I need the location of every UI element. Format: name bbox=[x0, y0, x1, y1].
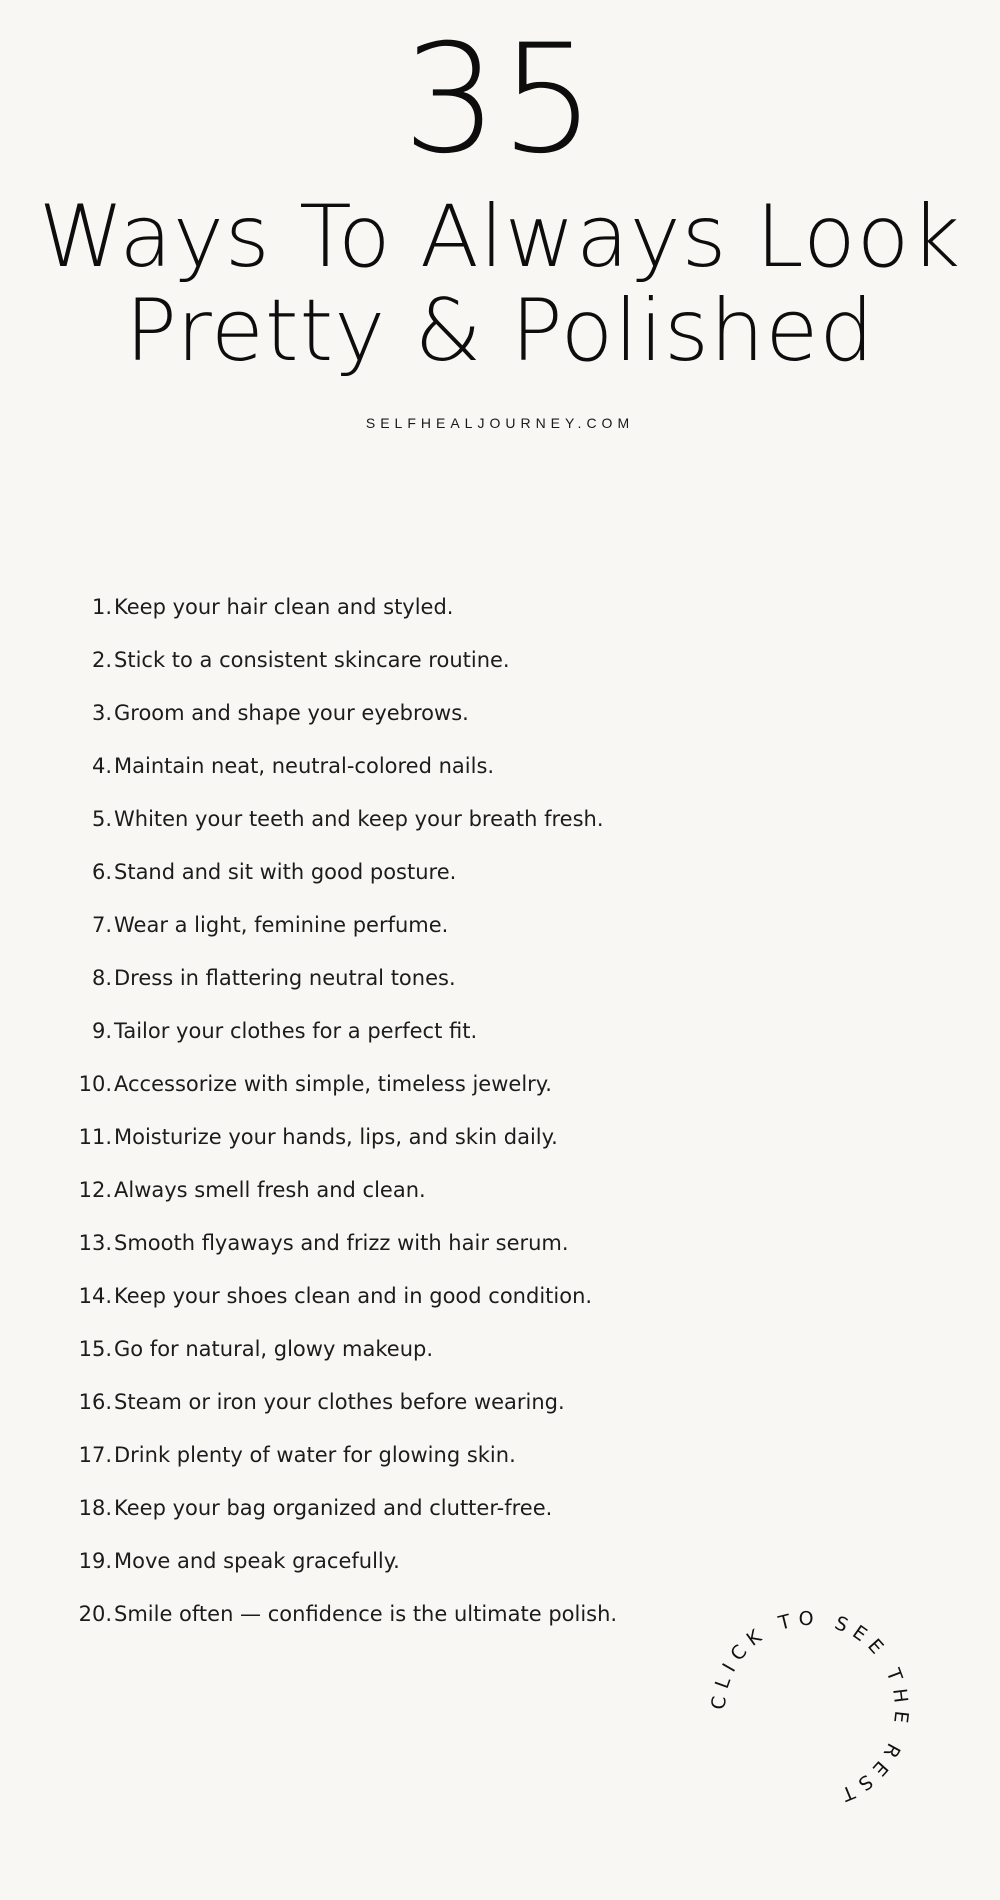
list-item-number: 1. bbox=[91, 594, 112, 619]
list-item-text: Tailor your clothes for a perfect fit. bbox=[114, 1018, 478, 1043]
list-item bbox=[60, 1375, 760, 1428]
list-item-text: Always smell fresh and clean. bbox=[114, 1177, 426, 1202]
list-item-text: Go for natural, glowy makeup. bbox=[114, 1336, 434, 1361]
list-item bbox=[60, 1481, 760, 1534]
cta-textpath: CLICK TO SEE THE REST bbox=[707, 1607, 913, 1808]
list-item-number: 9. bbox=[91, 1018, 112, 1043]
page-title bbox=[0, 187, 1000, 381]
list-item-number: 7. bbox=[91, 912, 112, 937]
list-item-text: Stick to a consistent skincare routine. bbox=[114, 647, 510, 672]
list-item-text: Keep your shoes clean and in good condition. bbox=[114, 1283, 593, 1308]
list-item-number: 5. bbox=[91, 806, 112, 831]
list-item-number: 8. bbox=[91, 965, 112, 990]
list-item-text: Smile often — confidence is the ultimate polish. bbox=[114, 1601, 618, 1626]
list-item bbox=[60, 1534, 760, 1587]
list-item bbox=[60, 1428, 760, 1481]
tips-list bbox=[60, 580, 760, 1640]
list-item-text: Steam or iron your clothes before wearing. bbox=[114, 1389, 565, 1414]
list-item-number: 15. bbox=[78, 1336, 112, 1361]
list-item bbox=[60, 1004, 760, 1057]
list-item-text: Maintain neat, neutral-colored nails. bbox=[114, 753, 495, 778]
click-to-see-rest-badge[interactable] bbox=[700, 1600, 920, 1820]
list-item bbox=[60, 951, 760, 1004]
list-item bbox=[60, 1110, 760, 1163]
list-item-text: Keep your bag organized and clutter-free. bbox=[114, 1495, 553, 1520]
title-number: 35 bbox=[402, 13, 598, 187]
list-item bbox=[60, 1322, 760, 1375]
list-item-number: 2. bbox=[91, 647, 112, 672]
list-item-number: 13. bbox=[78, 1230, 112, 1255]
list-item bbox=[60, 686, 760, 739]
cta-label bbox=[708, 1608, 913, 1808]
list-item-text: Groom and shape your eyebrows. bbox=[114, 700, 469, 725]
list-item bbox=[60, 1216, 760, 1269]
list-item bbox=[60, 1269, 760, 1322]
list-item-number: 19. bbox=[78, 1548, 112, 1573]
list-item-text: Move and speak gracefully. bbox=[114, 1548, 400, 1573]
list-item bbox=[60, 1163, 760, 1216]
list-item bbox=[60, 1057, 760, 1110]
list-item bbox=[60, 1587, 760, 1640]
list-item bbox=[60, 792, 760, 845]
list-item-text: Smooth flyaways and frizz with hair serum. bbox=[114, 1230, 569, 1255]
list-item-number: 11. bbox=[78, 1124, 112, 1149]
list-item-text: Drink plenty of water for glowing skin. bbox=[114, 1442, 516, 1467]
list-item-text: Moisturize your hands, lips, and skin daily. bbox=[114, 1124, 558, 1149]
list-item-text: Stand and sit with good posture. bbox=[114, 859, 457, 884]
list-item-text: Accessorize with simple, timeless jewelry. bbox=[114, 1071, 552, 1096]
list-item-text: Dress in flattering neutral tones. bbox=[114, 965, 456, 990]
site-url[interactable]: SELFHEALJOURNEY.COM bbox=[365, 415, 635, 431]
list-item-number: 17. bbox=[78, 1442, 112, 1467]
list-item bbox=[60, 633, 760, 686]
circular-text bbox=[700, 1600, 920, 1820]
list-item-number: 3. bbox=[91, 700, 112, 725]
list-item-text: Wear a light, feminine perfume. bbox=[114, 912, 449, 937]
list-item-number: 6. bbox=[91, 859, 112, 884]
list-item bbox=[60, 580, 760, 633]
list-item-number: 18. bbox=[78, 1495, 112, 1520]
list-item bbox=[60, 898, 760, 951]
list-item bbox=[60, 739, 760, 792]
list-item-number: 4. bbox=[91, 753, 112, 778]
list-item-number: 12. bbox=[78, 1177, 112, 1202]
list-item bbox=[60, 845, 760, 898]
list-item-text: Keep your hair clean and styled. bbox=[114, 594, 454, 619]
list-item-number: 20. bbox=[78, 1601, 112, 1626]
list-item-text: Whiten your teeth and keep your breath fresh. bbox=[114, 806, 604, 831]
title-line-1: Ways To Always Look bbox=[38, 187, 962, 287]
list-item-number: 14. bbox=[78, 1283, 112, 1308]
list-item-number: 10. bbox=[78, 1071, 112, 1096]
list-item-number: 16. bbox=[78, 1389, 112, 1414]
title-line-2: Pretty & Polished bbox=[125, 281, 875, 381]
